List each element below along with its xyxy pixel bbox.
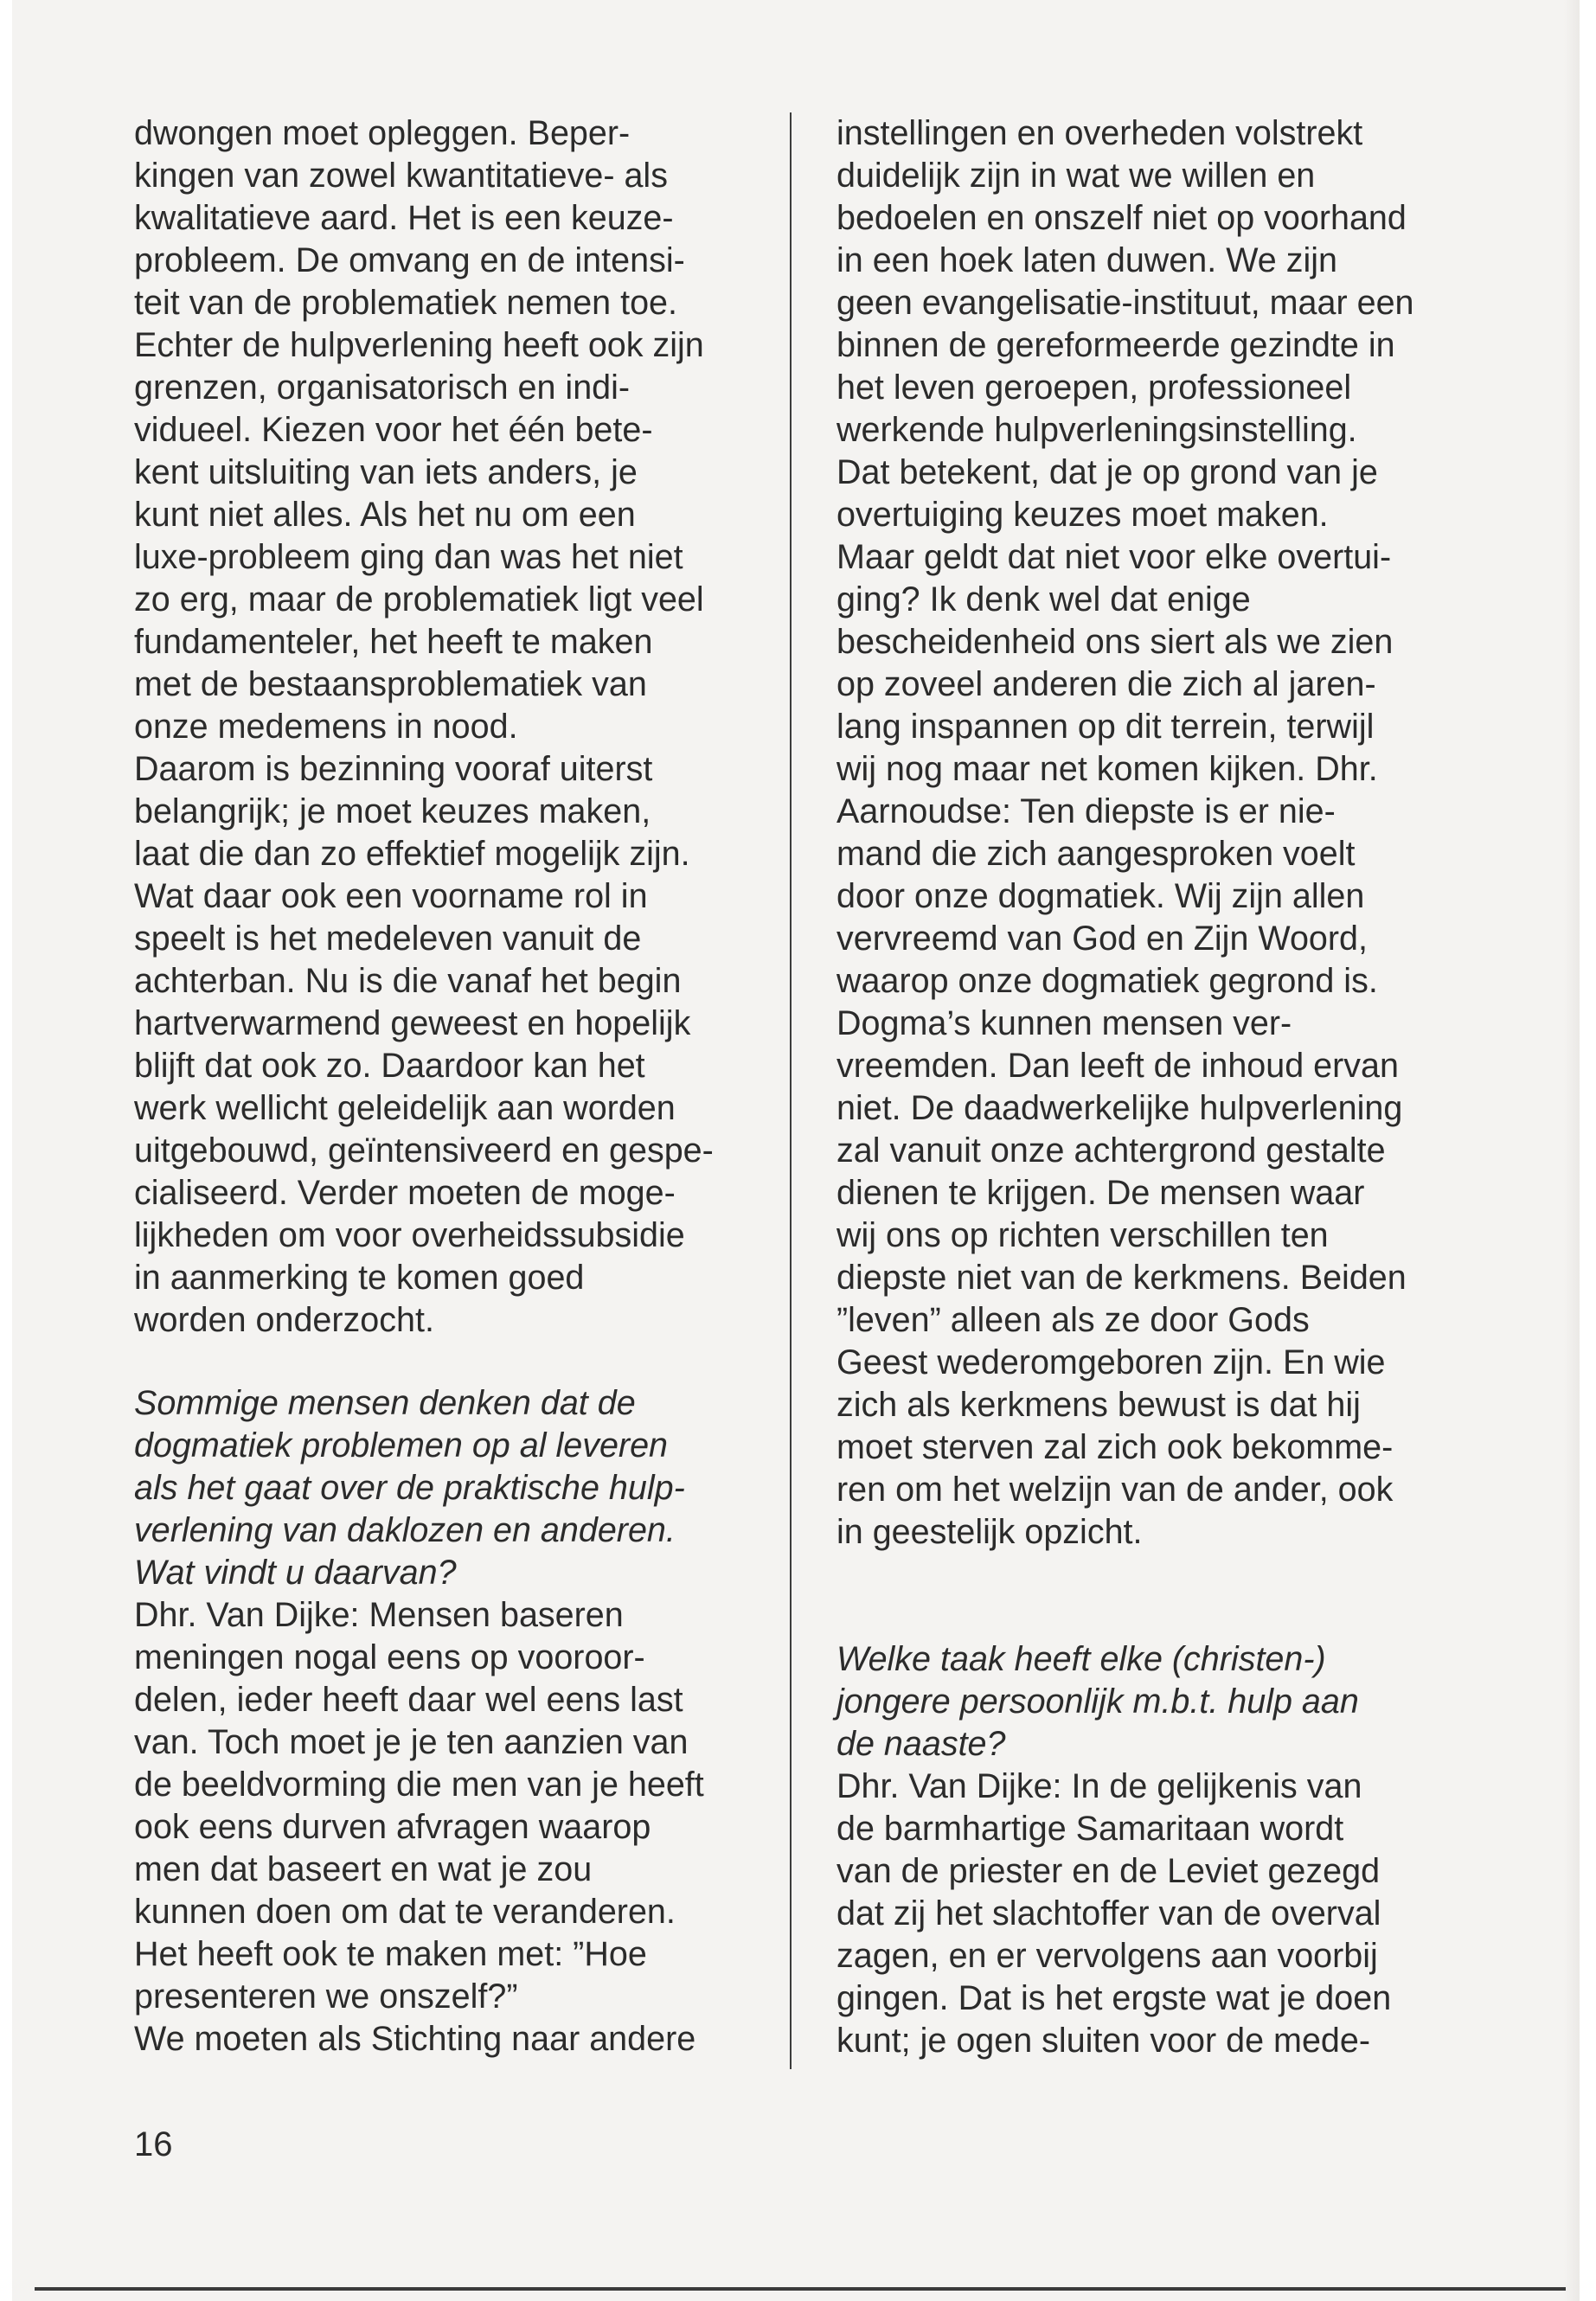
text-line: Wat vindt u daarvan?: [134, 1554, 457, 1592]
text-line: lijkheden om voor overheidssubsidie: [134, 1216, 685, 1254]
text-line: vidueel. Kiezen voor het één bete-: [134, 411, 653, 449]
left-paragraph-1: [134, 112, 770, 748]
right-paragraph-3: [836, 536, 1459, 1003]
text-line: speelt is het medeleven vanuit de: [134, 920, 642, 958]
text-line: de barmhartige Samaritaan wordt: [836, 1810, 1344, 1848]
text-line: teit van de problematiek nemen toe.: [134, 284, 677, 322]
text-line: blijft dat ook zo. Daardoor kan het: [134, 1047, 645, 1085]
text-line: als het gaat over de praktische hulp-: [134, 1469, 685, 1507]
text-line: delen, ieder heeft daar wel eens last: [134, 1681, 683, 1719]
text-line: het leven geroepen, professioneel: [836, 369, 1352, 407]
text-line: ”leven” alleen als ze door Gods: [836, 1301, 1310, 1339]
text-line: op zoveel anderen die zich al jaren-: [836, 665, 1376, 703]
text-line: Echter de hulpverlening heeft ook zijn: [134, 326, 704, 364]
left-column: [134, 112, 770, 2061]
text-line: Dhr. Van Dijke: In de gelijkenis van: [836, 1767, 1362, 1805]
text-line: werk wellicht geleidelijk aan worden: [134, 1089, 676, 1127]
text-line: van. Toch moet je je ten aanzien van: [134, 1723, 689, 1761]
text-line: bedoelen en onszelf niet op voorhand: [836, 199, 1407, 237]
text-line: instellingen en overheden volstrekt: [836, 114, 1363, 152]
text-line: waarop onze dogmatiek gegrond is.: [836, 962, 1378, 1000]
text-line: vreemden. Dan leeft de inhoud ervan: [836, 1047, 1399, 1085]
text-line: in geestelijk opzicht.: [836, 1513, 1143, 1551]
text-line: bescheidenheid ons siert als we zien: [836, 623, 1394, 661]
column-divider: [790, 112, 792, 2069]
text-line: onze medemens in nood.: [134, 708, 518, 746]
text-line: men dat baseert en wat je zou: [134, 1850, 593, 1888]
interview-question: [134, 1382, 770, 1594]
right-paragraph-2: [836, 452, 1459, 536]
text-line: gingen. Dat is het ergste wat je doen: [836, 1979, 1392, 2017]
text-line: wij ons op richten verschillen ten: [836, 1216, 1329, 1254]
text-line: vervreemd van God en Zijn Woord,: [836, 920, 1368, 958]
text-line: achterban. Nu is die vanaf het begin: [134, 962, 682, 1000]
text-line: in een hoek laten duwen. We zijn: [836, 241, 1337, 279]
text-line: laat die dan zo effektief mogelijk zijn.: [134, 835, 690, 873]
text-line: werkende hulpverleningsinstelling.: [836, 411, 1357, 449]
text-line: door onze dogmatiek. Wij zijn allen: [836, 877, 1365, 915]
text-line: Dhr. Van Dijke: Mensen baseren: [134, 1596, 624, 1634]
text-line: grenzen, organisatorisch en indi-: [134, 369, 631, 407]
text-line: niet. De daadwerkelijke hulpverlening: [836, 1089, 1403, 1127]
page-number: 16: [134, 2125, 173, 2163]
text-line: Daarom is bezinning vooraf uiterst: [134, 750, 653, 788]
text-line: moet sterven zal zich ook bekomme-: [836, 1428, 1394, 1466]
text-line: meningen nogal eens op vooroor-: [134, 1638, 645, 1676]
text-line: de beeldvorming die men van je heeft: [134, 1766, 704, 1804]
text-line: Maar geldt dat niet voor elke overtui-: [836, 538, 1392, 576]
right-paragraph-1: [836, 112, 1459, 452]
text-line: lang inspannen op dit terrein, terwijl: [836, 708, 1375, 746]
right-column: [836, 112, 1459, 2062]
text-line: zagen, en er vervolgens aan voorbij: [836, 1937, 1378, 1975]
text-line: jongere persoonlijk m.b.t. hulp aan: [836, 1682, 1359, 1721]
text-line: We moeten als Stichting naar andere: [134, 2020, 696, 2058]
text-line: Aarnoudse: Ten diepste is er nie-: [836, 792, 1336, 830]
text-line: kunnen doen om dat te veranderen.: [134, 1893, 676, 1931]
text-line: zo erg, maar de problematiek ligt veel: [134, 580, 704, 619]
text-line: duidelijk zijn in wat we willen en: [836, 157, 1316, 195]
text-line: de naaste?: [836, 1725, 1006, 1763]
text-line: cialiseerd. Verder moeten de moge-: [134, 1174, 676, 1212]
text-line: geen evangelisatie-instituut, maar een: [836, 284, 1414, 322]
text-line: hartverwarmend geweest en hopelijk: [134, 1004, 691, 1042]
text-line: wij nog maar net komen kijken. Dhr.: [836, 750, 1378, 788]
left-paragraph-2: [134, 748, 770, 1342]
text-line: Welke taak heeft elke (christen-): [836, 1640, 1326, 1678]
text-line: presenteren we onszelf?”: [134, 1977, 518, 2016]
text-line: zich als kerkmens bewust is dat hij: [836, 1386, 1361, 1424]
text-line: mand die zich aangesproken voelt: [836, 835, 1356, 873]
text-line: Het heeft ook te maken met: ”Hoe: [134, 1935, 647, 1973]
interview-answer: [134, 1594, 770, 2018]
text-line: met de bestaansproblematiek van: [134, 665, 647, 703]
text-line: luxe-probleem ging dan was het niet: [134, 538, 683, 576]
text-line: Dogma’s kunnen mensen ver-: [836, 1004, 1292, 1042]
paragraph-gap: [134, 1342, 770, 1382]
interview-question: [836, 1638, 1459, 1766]
text-line: belangrijk; je moet keuzes maken,: [134, 792, 651, 830]
paragraph-gap: [836, 1554, 1459, 1638]
text-line: kent uitsluiting van iets anders, je: [134, 453, 638, 491]
text-line: kwalitatieve aard. Het is een keuze-: [134, 199, 674, 237]
text-line: Geest wederomgeboren zijn. En wie: [836, 1343, 1386, 1381]
text-line: ren om het welzijn van de ander, ook: [836, 1471, 1394, 1509]
text-line: uitgebouwd, geïntensiveerd en gespe-: [134, 1131, 714, 1170]
text-line: diepste niet van de kerkmens. Beiden: [836, 1259, 1407, 1297]
text-line: verlening van daklozen en anderen.: [134, 1511, 676, 1549]
interview-answer: [836, 1766, 1459, 2062]
text-line: Dat betekent, dat je op grond van je: [836, 453, 1378, 491]
text-line: worden onderzocht.: [134, 1301, 434, 1339]
text-line: ook eens durven afvragen waarop: [134, 1808, 651, 1846]
text-line: fundamenteler, het heeft te maken: [134, 623, 653, 661]
text-line: dwongen moet opleggen. Beper-: [134, 114, 631, 152]
text-line: ging? Ik denk wel dat enige: [836, 580, 1251, 619]
text-line: in aanmerking te komen goed: [134, 1259, 585, 1297]
text-line: probleem. De omvang en de intensi-: [134, 241, 685, 279]
text-line: kunt niet alles. Als het nu om een: [134, 496, 636, 534]
text-line: Sommige mensen denken dat de: [134, 1384, 636, 1422]
text-line: kingen van zowel kwantitatieve- als: [134, 157, 668, 195]
text-line: overtuiging keuzes moet maken.: [836, 496, 1329, 534]
text-line: kunt; je ogen sluiten voor de mede-: [836, 2022, 1371, 2060]
text-line: Wat daar ook een voorname rol in: [134, 877, 648, 915]
text-line: dogmatiek problemen op al leveren: [134, 1426, 669, 1465]
text-line: dienen te krijgen. De mensen waar: [836, 1174, 1365, 1212]
text-line: van de priester en de Leviet gezegd: [836, 1852, 1381, 1890]
right-paragraph-4: [836, 1003, 1459, 1554]
binding-edge: [1564, 0, 1580, 2301]
text-line: zal vanuit onze achtergrond gestalte: [836, 1131, 1386, 1170]
text-line: dat zij het slachtoffer van de overval: [836, 1894, 1381, 1932]
bottom-rule: [35, 2287, 1566, 2291]
text-line: binnen de gereformeerde gezindte in: [836, 326, 1395, 364]
interview-answer-continued: [134, 2018, 770, 2061]
